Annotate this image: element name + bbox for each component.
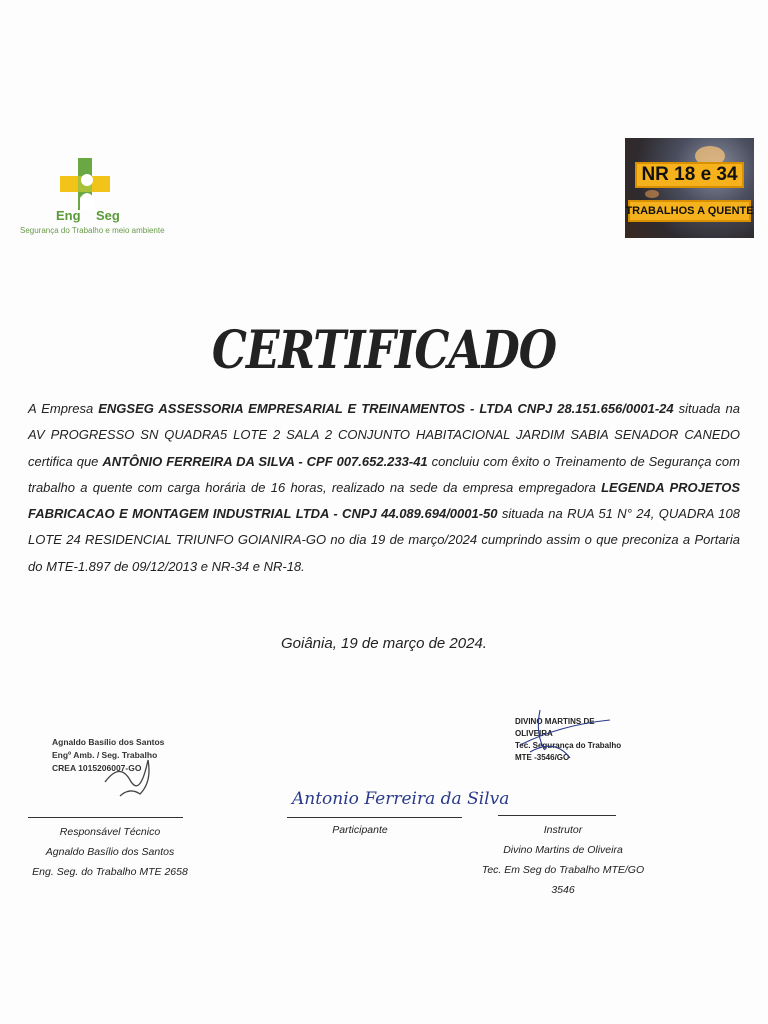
signature-line-right xyxy=(498,815,616,816)
caption-registration: Eng. Seg. do Trabalho MTE 2658 xyxy=(32,866,188,878)
signature-line-center xyxy=(287,817,462,818)
body-text-3: concluiu com êxito o Treinamento de Segurança com trabalho a quente com carga horária de 16 horas, realizado na sede da empresa empregadora xyxy=(28,453,740,495)
date-line: Goiânia, 19 de março de 2024. xyxy=(281,635,487,652)
engseg-logo xyxy=(18,150,168,245)
participant-signature: Antonio Ferreira da Silva xyxy=(292,789,510,809)
body-text-4: situada na RUA 51 N° 24, QUADRA 108 LOTE 24 RESIDENCIAL TRIUNFO GOIANIRA-GO no dia 19 de março/2024 cumprindo assim o que preconiza a Portaria do MTE-1.897 de 09/12/2013 e NR-34 e NR-18. xyxy=(28,506,740,574)
logo-name-right: Seg xyxy=(96,208,120,223)
technical-responsible-caption xyxy=(10,822,210,882)
body-text-1: A Empresa xyxy=(28,401,99,416)
caption-registration: Tec. Em Seg do Trabalho MTE/GO 3546 xyxy=(481,864,645,896)
caption-name: Divino Martins de Oliveira xyxy=(503,844,623,856)
caption-role: Responsável Técnico xyxy=(59,826,161,838)
employer-name: LEGENDA PROJETOS FABRICACAO E MONTAGEM INDUSTRIAL LTDA - CNPJ 44.089.694/0001-50 xyxy=(28,479,740,522)
body-text-2: situada na AV PROGRESSO SN QUADRA5 LOTE 2 SALA 2 CONJUNTO HABITACIONAL JARDIM SABIA SENADOR CANEDO certifica que xyxy=(28,401,741,469)
badge-line1: NR 18 e 34 xyxy=(635,162,744,188)
signature-line-left xyxy=(28,817,183,818)
nr-badge xyxy=(625,138,754,238)
logo-name-left: Eng xyxy=(56,208,81,223)
stamp-line: Tec. Segurança do Trabalho xyxy=(515,741,622,750)
instructor-signature xyxy=(510,700,620,770)
stamp-line: CREA 1015206007-GO xyxy=(52,763,142,773)
certificate-title: CERTIFICADO xyxy=(211,319,557,382)
stamp-line: DIVINO MARTINS DE OLIVEIRA xyxy=(515,717,595,738)
technical-responsible-signature xyxy=(100,752,160,802)
logo-tagline: Segurança do Trabalho e meio ambiente xyxy=(20,226,165,235)
caption-name: Agnaldo Basílio dos Santos xyxy=(45,846,175,858)
certificate-body xyxy=(28,396,740,580)
instructor-caption xyxy=(478,820,648,900)
caption-role: Instrutor xyxy=(543,824,583,836)
company-name: ENGSEG ASSESSORIA EMPRESARIAL E TREINAMENTOS - LTDA CNPJ 28.151.656/0001-24 xyxy=(98,401,674,416)
caption-role: Participante xyxy=(332,824,388,836)
badge-line2: TRABALHOS A QUENTE xyxy=(628,200,751,222)
stamp-line: Engº Amb. / Seg. Trabalho xyxy=(52,750,158,760)
participant-caption xyxy=(290,820,430,840)
stamp-line: Agnaldo Basílio dos Santos xyxy=(52,737,165,747)
participant-name: ANTÔNIO FERREIRA DA SILVA - CPF 007.652.233-41 xyxy=(102,453,428,469)
spark-glow xyxy=(645,190,659,198)
stamp-line: MTE -3546/GO xyxy=(515,753,570,762)
